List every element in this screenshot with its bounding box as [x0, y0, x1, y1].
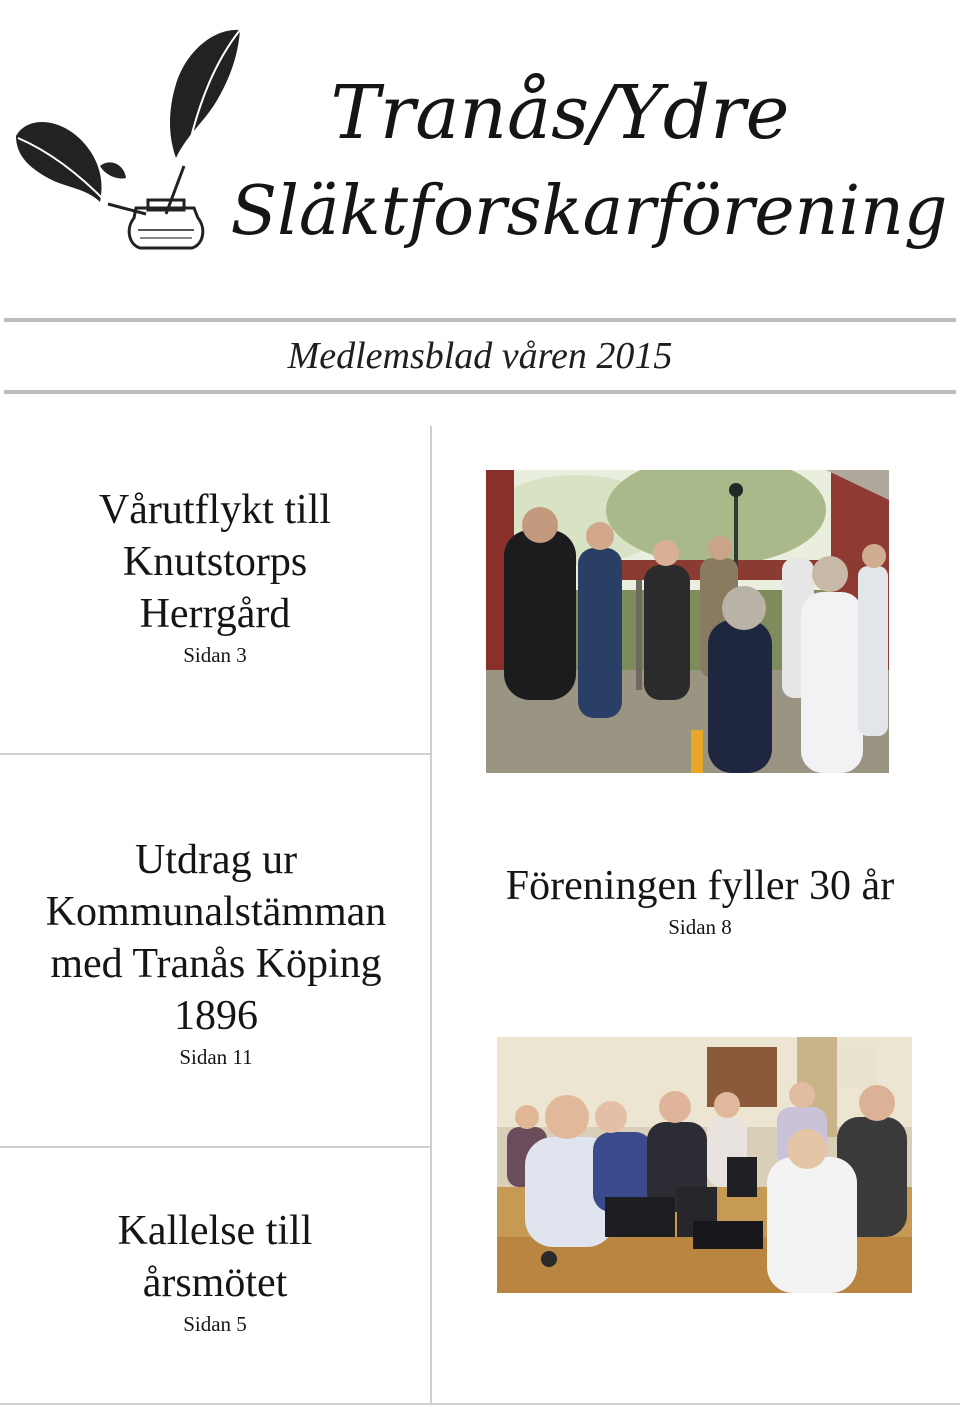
section-divider-1 — [0, 753, 430, 755]
story-page-ref: Sidan 5 — [183, 1312, 247, 1336]
quill-inkwell-logo — [8, 18, 248, 250]
title-line-1: Tranås/Ydre — [330, 70, 790, 156]
issue-subtitle: Medlemsblad våren 2015 — [287, 335, 673, 377]
group-outdoor-excursion-photo — [486, 470, 889, 773]
bottom-divider — [0, 1403, 960, 1405]
story-headline-line: 1896 — [174, 993, 258, 1039]
story-headline-line: årsmötet — [142, 1260, 288, 1306]
top-divider — [4, 318, 956, 322]
story-page-ref: Sidan 3 — [183, 643, 247, 667]
title-line-2: Släktforskarförening — [230, 172, 948, 251]
story-headline-line: Kallelse till — [117, 1208, 313, 1254]
story-headline-line: Föreningen fyller 30 år — [505, 863, 895, 909]
story-headline-line: Utdrag ur — [134, 837, 298, 883]
story-anniversary — [440, 860, 960, 940]
subtitle-divider — [4, 390, 956, 394]
story-headline-line: med Tranås Köping — [50, 941, 382, 987]
story-headline-line: Knutstorps — [122, 539, 308, 585]
story-page-ref: Sidan 8 — [668, 915, 732, 939]
story-page-ref: Sidan 11 — [179, 1045, 253, 1069]
story-headline-line: Kommunalstämman — [45, 889, 387, 935]
story-municipal-extract — [0, 834, 432, 1070]
story-annual-meeting — [0, 1205, 430, 1337]
section-divider-2 — [0, 1146, 430, 1148]
story-headline-line: Vårutflykt till — [98, 487, 332, 533]
meeting-room-laptops-photo — [497, 1037, 912, 1293]
story-headline-line: Herrgård — [139, 591, 291, 637]
story-spring-trip — [0, 484, 430, 668]
